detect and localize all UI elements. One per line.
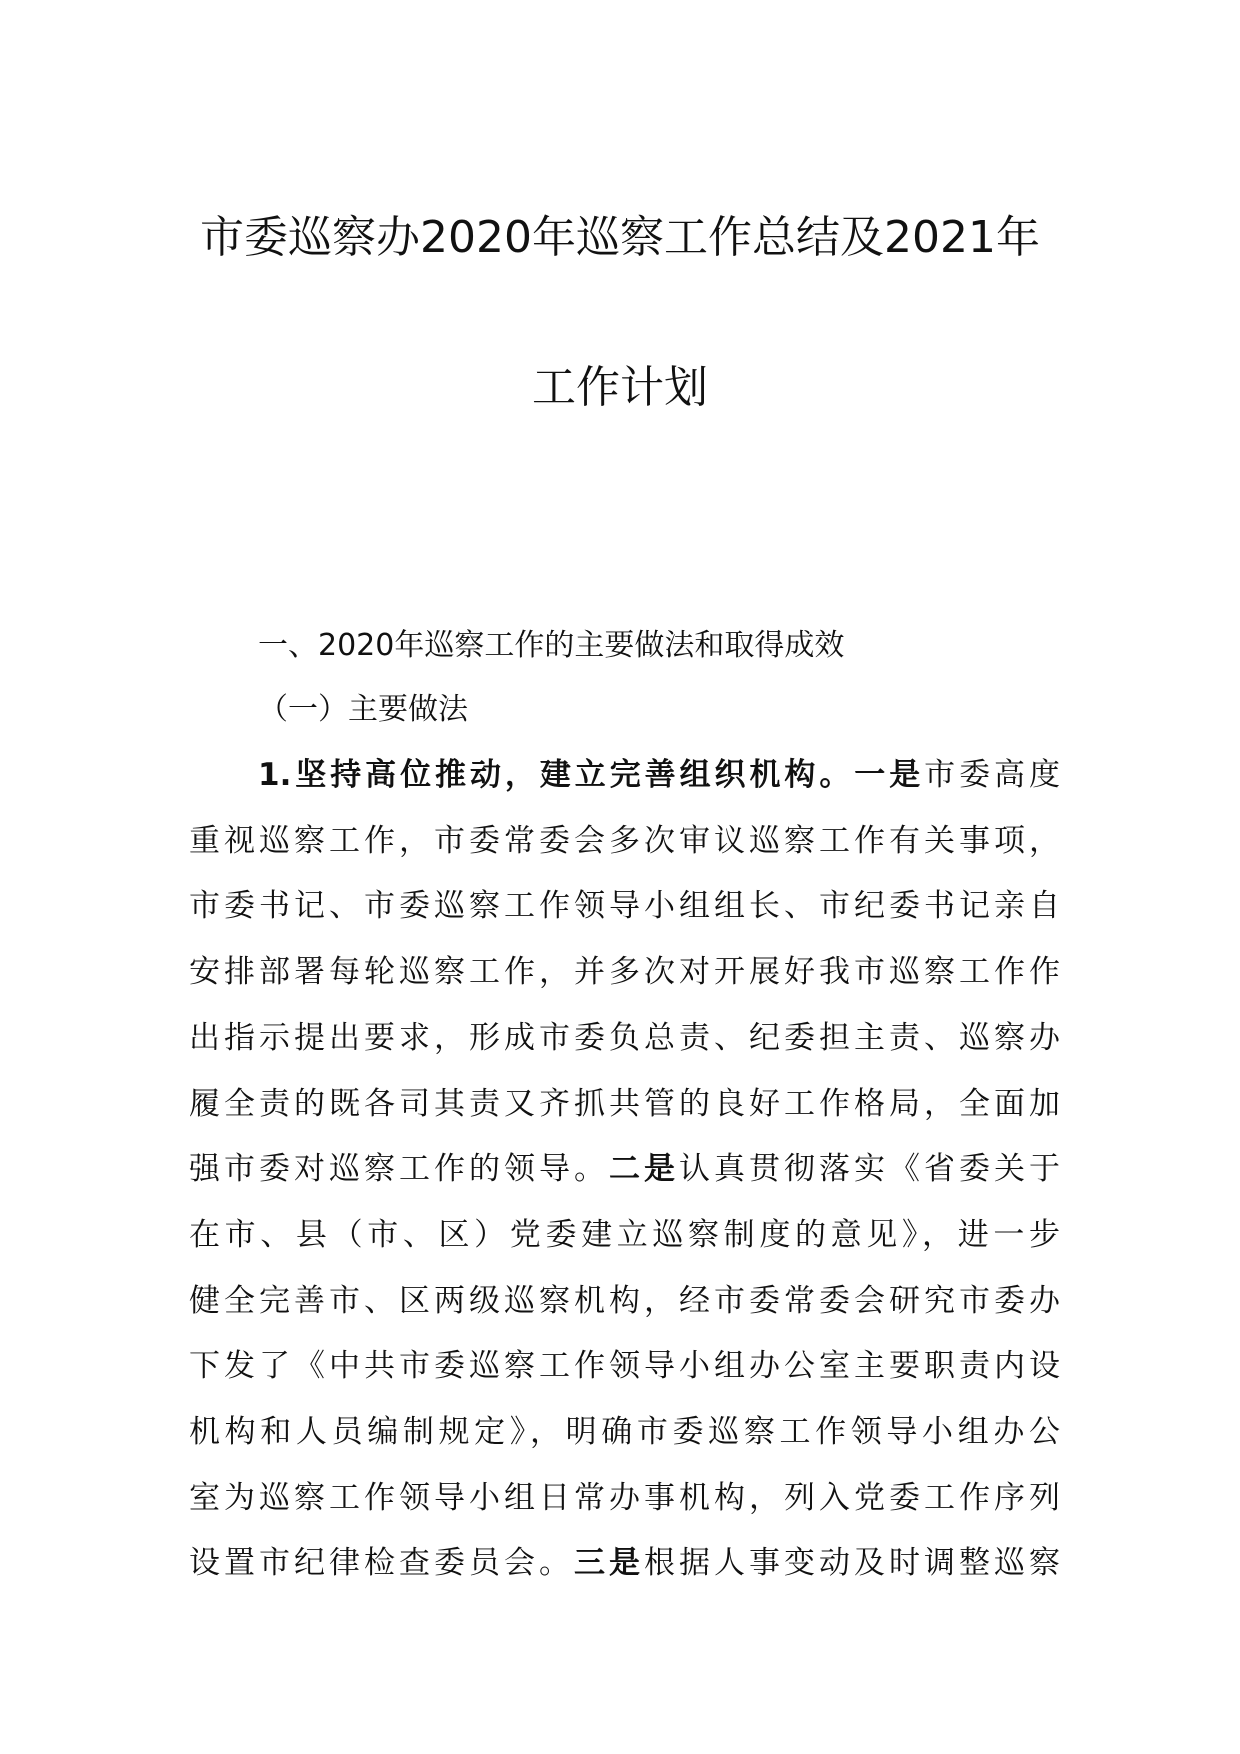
text-run: 机构和人员编制规定》，明确市委巡察工作领导小组办公 [189,1414,1060,1450]
section-heading: 一、2020年巡察工作的主要做法和取得成效 [258,628,845,663]
text-run: 安排部署每轮巡察工作，并多次对开展好我市巡察工作作 [189,954,1060,991]
paragraph-line [189,1279,1060,1323]
text-run: 室为巡察工作领导小组日常办事机构，列入党委工作序列 [189,1479,1060,1516]
text-run: 重视巡察工作，市委常委会多次审议巡察工作有关事项， [189,822,1060,859]
text-run: 出指示提出要求，形成市委负总责、纪委担主责、巡察办 [189,1019,1060,1056]
paragraph-line [189,1016,1060,1060]
bold-text: 1.坚持高位推动，建立完善组织机构。一是 [258,757,925,793]
bold-text: 二是 [609,1151,679,1188]
document-title-line-1: 市委巡察办2020年巡察工作总结及2021年 [200,212,1040,263]
paragraph-line [258,753,1060,797]
text-run: 下发了《中共市委巡察工作领导小组办公室主要职责内设 [189,1348,1060,1385]
paragraph-line [189,1476,1060,1520]
text-run: 强市委对巡察工作的领导。 [189,1151,609,1188]
paragraph-line [189,1147,1060,1191]
text-run: 根据人事变动及时调整巡察 [644,1545,1060,1582]
paragraph-line [189,1344,1060,1388]
paragraph-line [189,1213,1060,1257]
text-run: 在市、县（市、区）党委建立巡察制度的意见》，进一步 [189,1216,1060,1253]
text-run: 履全责的既各司其责又齐抓共管的良好工作格局，全面加 [189,1085,1060,1122]
text-run: 市委书记、市委巡察工作领导小组组长、市纪委书记亲自 [189,888,1060,925]
bold-text: 三是 [574,1545,644,1582]
paragraph-line [189,950,1060,994]
text-run: 设置市纪律检查委员会。 [189,1545,574,1582]
subsection-heading: （一）主要做法 [258,692,468,727]
paragraph-line [189,884,1060,928]
paragraph-line [189,1541,1060,1585]
text-run: 市委高度 [924,757,1060,793]
text-run: 健全完善市、区两级巡察机构，经市委常委会研究市委办 [189,1282,1060,1319]
text-run: 认真贯彻落实《省委关于 [679,1151,1060,1188]
document-title-line-2: 工作计划 [532,362,708,413]
paragraph-line [189,819,1060,863]
paragraph-line [189,1082,1060,1126]
paragraph-line [189,1410,1060,1454]
